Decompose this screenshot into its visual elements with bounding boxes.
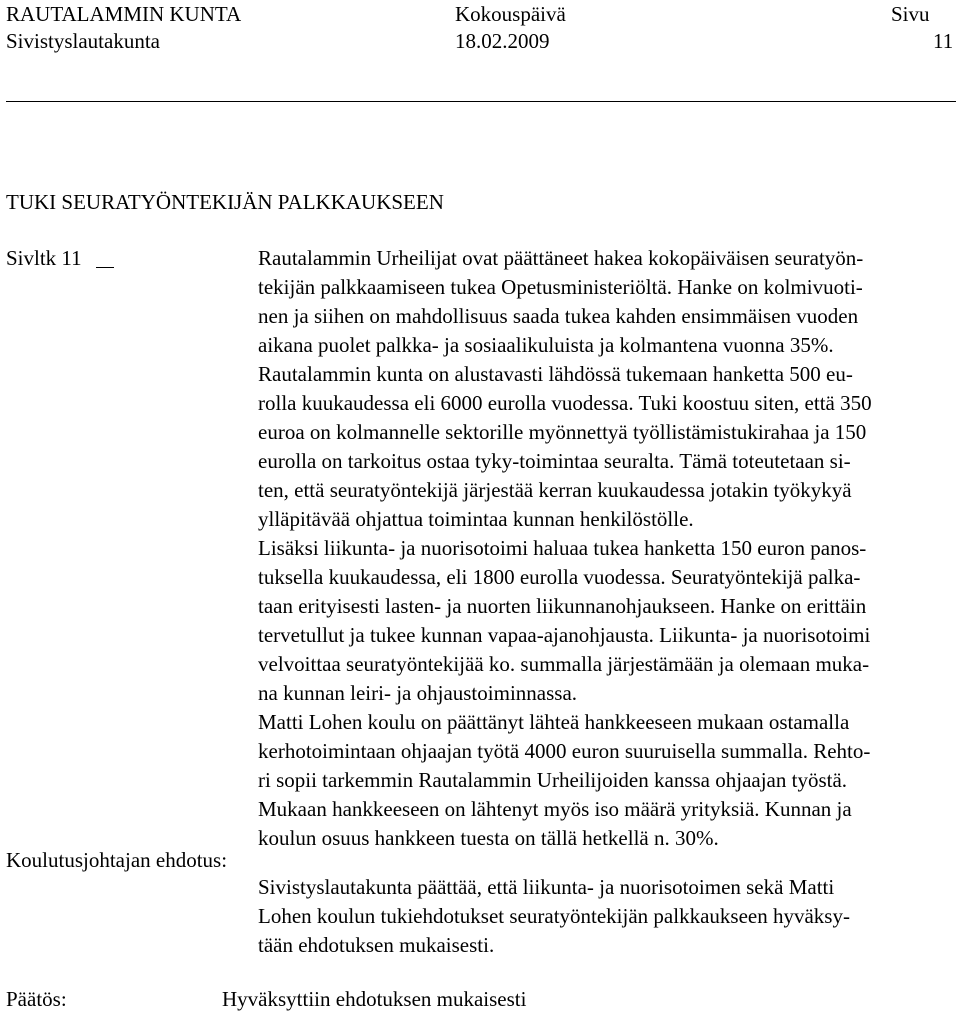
body-text [258,244,958,853]
header-meeting-date: 18.02.2009 [455,29,550,53]
decision-label: Päätös: [6,987,67,1011]
section-ref-underline [96,267,114,268]
body-paragraph: Rautalammin kunta on alustavasti lähdössä tukemaan hanketta 500 eu- rolla kuukaudessa eli 6000 eurolla vuodessa. Tuki koostuu siten, että 350 euroa on kolmannelle sektorille myönnettyä työllistämistukirahaa ja 150 eurolla on tarkoitus ostaa tyky-toimintaa seuralta. Tämä toteutetaan si- ten, että seuratyöntekijä järjestää kerran kuukaudessa jotakin työkykyä ylläpitävää ohjattua toimintaa kunnan henkilöstölle. [258,362,872,531]
body-paragraph: Lisäksi liikunta- ja nuorisotoimi haluaa tukea hanketta 150 euron panos- tuksella kuukaudessa, eli 1800 eurolla vuodessa. Seuratyöntekijä palka- taan erityisesti lasten- ja nuorten liikunnanohjaukseen. Hanke on erittäin tervetullut ja tukee kunnan vapaa-ajanohjausta. Liikunta- ja nuorisotoimi velvoittaa seuratyöntekijää ko. summalla järjestämään ja olemaan muka- na kunnan leiri- ja ohjaustoiminnassa. [258,536,871,705]
header-page-label: Sivu [891,2,930,26]
header-meeting-label: Kokouspäivä [455,2,566,26]
header-rule [6,101,956,102]
header-organization: RAUTALAMMIN KUNTA [6,2,242,26]
body-paragraph: Matti Lohen koulu on päättänyt lähteä hankkeeseen mukaan ostamalla kerhotoimintaan ohjaajan työtä 4000 euron suuruisella summalla. Rehto- ri sopii tarkemmin Rautalammin Urheilijoiden kanssa ohjaajan työstä. Mukaan hankkeeseen on lähtenyt myös iso määrä yrityksiä. Kunnan ja koulun osuus hankkeen tuesta on tällä hetkellä n. 30%. [258,710,871,850]
proposal-text-block [258,873,958,960]
decision-text: Hyväksyttiin ehdotuksen mukaisesti [222,987,527,1011]
proposal-text: Sivistyslautakunta päättää, että liikunta- ja nuorisotoimen sekä Matti Lohen koulun tukiehdotukset seuratyöntekijän palkkaukseen hyväksy- tään ehdotuksen mukaisesti. [258,875,850,957]
page-title: TUKI SEURATYÖNTEKIJÄN PALKKAUKSEEN [6,190,444,214]
proposal-label: Koulutusjohtajan ehdotus: [6,848,228,872]
header-committee: Sivistyslautakunta [6,29,160,53]
body-paragraph: Rautalammin Urheilijat ovat päättäneet hakea kokopäiväisen seuratyön- tekijän palkkaamiseen tukea Opetusministeriöltä. Hanke on kolmivuoti- nen ja siihen on mahdollisuus saada tukea kahden ensimmäisen vuoden aikana puolet palkka- ja sosiaalikuluista ja kolmantena vuonna 35%. [258,246,864,357]
section-ref: Sivltk 11 [6,246,82,270]
header-page-number: 11 [933,29,954,53]
